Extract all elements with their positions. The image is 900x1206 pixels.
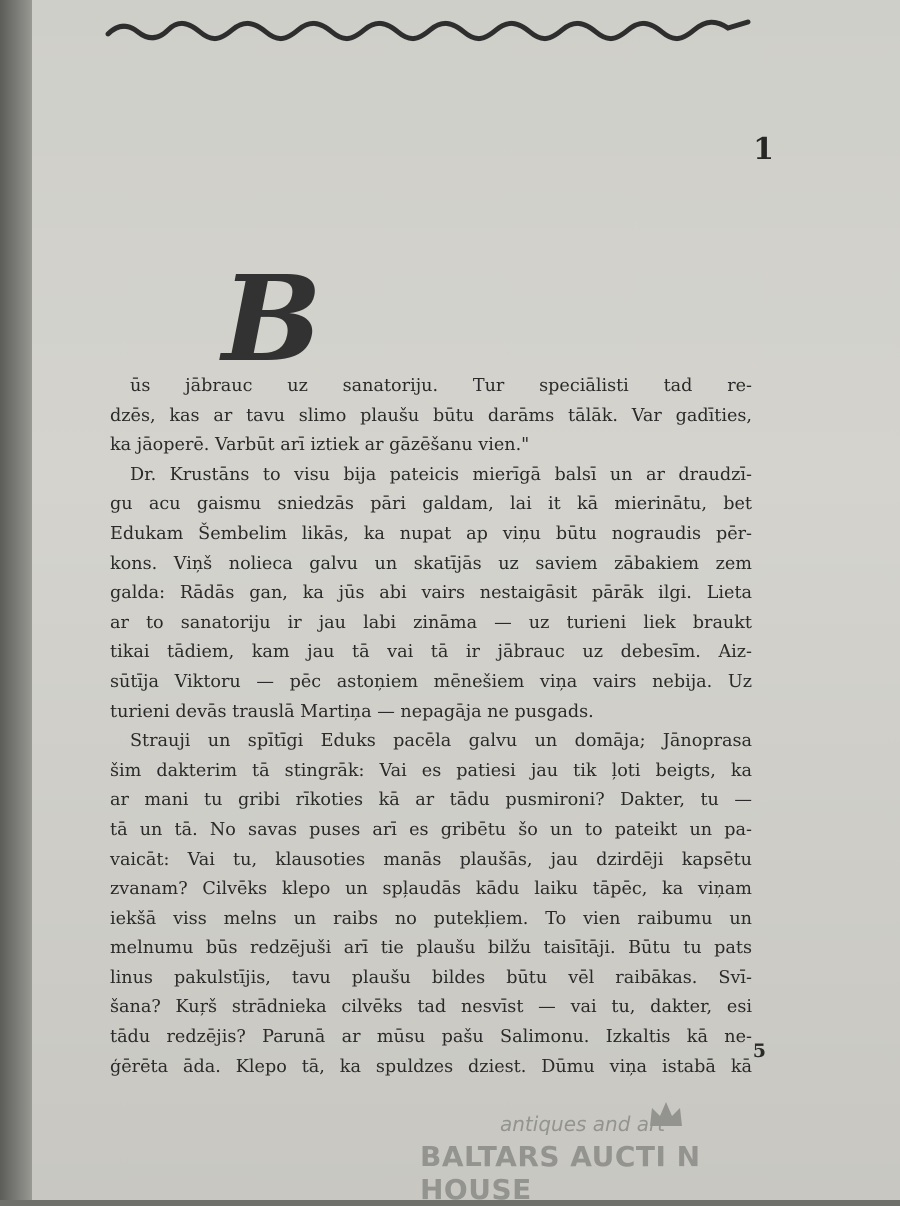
text-line: Strauji un spītīgi Eduks pacēla galvu un domāja; Jānoprasa <box>130 731 752 752</box>
text-line: tādu redzējis? Parunā ar mūsu pašu Salimonu. Izkaltis kā ne- <box>110 1027 752 1048</box>
text-line: tikai tādiem, kam jau tā vai tā ir jābrauc uz debesīm. Aiz- <box>110 642 752 663</box>
text-line: tā un tā. No savas puses arī es gribētu šo un to pateikt un pa- <box>110 819 752 840</box>
text-line: iekšā viss melns un raibs no putekļiem. To vien raibumu un <box>110 908 752 929</box>
text-line: zvanam? Cilvēks klepo un spļaudās kādu laiku tāpēc, ka viņam <box>110 879 752 900</box>
text-line: gu acu gaismu sniedzās pāri galdam, lai it kā mierinātu, bet <box>110 494 752 515</box>
text-line: kons. Viņš nolieca galvu un skatījās uz saviem zābakiem zem <box>110 553 752 574</box>
text-line: ar to sanatoriju ir jau labi zināma — uz turieni liek braukt <box>110 612 752 633</box>
text-line: turieni devās trauslā Martiņa — nepagāja ne pusgads. <box>110 701 594 722</box>
text-line: melnumu būs redzējuši arī tie plaušu bilžu taisītāji. Būtu tu pats <box>110 938 752 959</box>
page-number: 5 <box>752 1040 766 1062</box>
drop-cap-glyph: B <box>222 249 322 388</box>
text-line: ģērēta āda. Klepo tā, ka spuldzes dziest. Dūmu viņa istabā kā <box>110 1056 752 1077</box>
text-line: ar mani tu gribi rīkoties kā ar tādu pusmironi? Dakter, tu — <box>110 790 752 811</box>
text-line: Edukam Šembelim likās, ka nupat ap viņu būtu nograudis pēr- <box>110 523 752 544</box>
text-line: galda: Rādās gan, ka jūs abi vairs nestaigāsit pārāk ilgi. Lieta <box>110 583 752 604</box>
watermark-tagline: antiques and art <box>500 1112 666 1136</box>
text-line: ūs jābrauc uz sanatoriju. Tur speciālisti tad re- <box>130 376 752 396</box>
body-text <box>110 372 752 1082</box>
text-line: linus pakulstījis, tavu plaušu bildes būtu vēl raibākas. Svī- <box>110 967 752 988</box>
chapter-number: 1 <box>753 132 774 167</box>
auction-house-watermark <box>420 1100 820 1206</box>
text-line: Dr. Krustāns to visu bija pateicis mierīgā balsī un ar draudzī- <box>130 464 752 485</box>
drop-cap-letter-b <box>222 249 322 388</box>
book-gutter <box>0 0 32 1200</box>
text-line: šana? Kuŗš strādnieka cilvēks tad nesvīst — vai tu, dakter, esi <box>110 997 752 1018</box>
text-line: dzēs, kas ar tavu slimo plaušu būtu darāms tālāk. Var gadīties, <box>110 405 752 426</box>
text-line: vaicāt: Vai tu, klausoties manās plaušās, jau dzirdēji kapsētu <box>110 849 752 870</box>
text-line: ka jāoperē. Varbūt arī iztiek ar gāzēšanu vien." <box>110 435 530 456</box>
watermark-name: BALTARS AUCTI N HOUSE <box>420 1140 701 1206</box>
text-line: šim dakterim tā stingrāk: Vai es patiesi jau tik ļoti beigts, ka <box>110 760 752 781</box>
text-line: sūtīja Viktoru — pēc astoņiem mēnešiem viņa vairs nebija. Uz <box>110 671 752 692</box>
decorative-wave-rule <box>108 14 748 46</box>
